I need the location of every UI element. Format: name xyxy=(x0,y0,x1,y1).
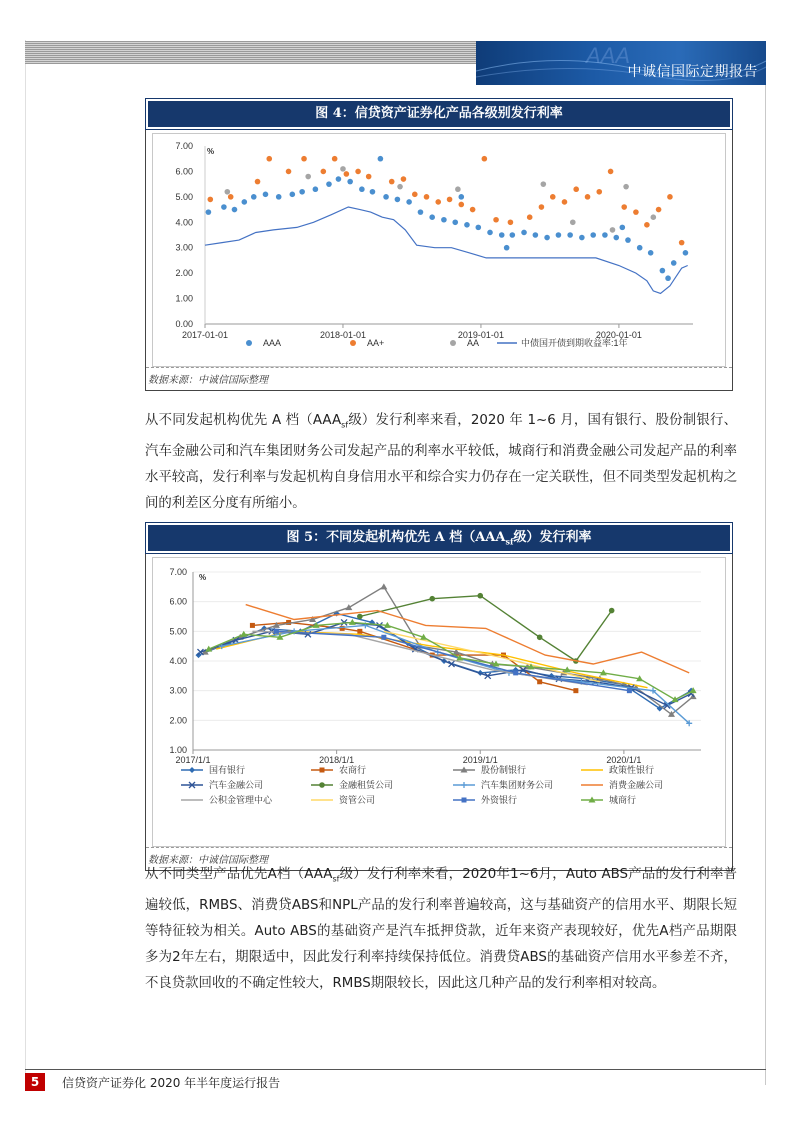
aaa-point xyxy=(567,232,573,238)
aaplus-point xyxy=(608,169,614,175)
page-number: 5 xyxy=(25,1073,45,1091)
x-tick-label: 2019-01-01 xyxy=(457,330,504,340)
figure-5-source: 数据来源：中诚信国际整理 xyxy=(146,847,732,870)
legend-label: AA xyxy=(467,338,480,348)
series-point-2 xyxy=(250,623,255,628)
aaa-point xyxy=(406,199,412,205)
y-tick-label: 0.00 xyxy=(175,319,193,329)
aaa-point xyxy=(263,192,269,198)
aaplus-point xyxy=(344,171,350,177)
aaa-point xyxy=(510,232,516,238)
aaplus-point xyxy=(633,209,639,215)
aaplus-point xyxy=(667,194,673,200)
aaplus-point xyxy=(266,156,272,162)
aaa-point xyxy=(452,219,458,225)
y-tick-label: 6.00 xyxy=(169,596,187,607)
aaa-point xyxy=(544,235,550,241)
aa-point xyxy=(570,219,576,225)
aa-point xyxy=(340,166,346,172)
aaa-point xyxy=(671,260,677,266)
figure-4-source: 数据来源：中诚信国际整理 xyxy=(146,367,732,390)
aaa-point xyxy=(499,232,505,238)
series-point-2 xyxy=(573,688,578,693)
legend-label: 汽车金融公司 xyxy=(209,780,264,790)
aaa-point xyxy=(221,204,227,210)
legend-marker xyxy=(450,340,456,346)
aaa-point xyxy=(251,194,257,200)
aaplus-point xyxy=(207,197,213,203)
aaa-point xyxy=(347,179,353,185)
aaplus-point xyxy=(424,194,430,200)
y-tick-label: 2.00 xyxy=(169,715,187,726)
aaa-point xyxy=(383,194,389,200)
aaa-point xyxy=(336,176,342,182)
series-point-11 xyxy=(381,635,386,640)
aaa-point xyxy=(206,209,212,215)
aaa-point xyxy=(625,237,631,243)
aaplus-point xyxy=(482,156,488,162)
figure-5-title: 图 5：不同发起机构优先 A 档（$AAA_{sf}$级）发行利率 xyxy=(146,523,732,553)
aaplus-point xyxy=(573,186,579,192)
aaa-point xyxy=(429,214,435,220)
paragraph-1: 从不同发起机构优先 A 档（$AAA_{sf}$级）发行利率来看，2020 年 1~6 月，国有银行、股份制银行、汽车金融公司和汽车集团财务公司发起产品的利率水平较低，城商行和消费金融公司发起产品的利率水平较高，发行利率与发起机构自身信用水平和综合实力仍存在一定关联性，但不同类型发起机构之间的利差区分度有所缩小。 xyxy=(145,413,737,511)
aaa-point xyxy=(276,194,282,200)
figure-4-title: 图 4：信贷资产证券化产品各级别发行利率 xyxy=(146,99,732,129)
y-tick-label: 7.00 xyxy=(175,141,193,151)
aaa-point xyxy=(418,209,424,215)
header-banner xyxy=(476,41,766,85)
x-tick-label: 2019/1/1 xyxy=(462,755,498,765)
aaa-point xyxy=(378,156,384,162)
aa-point xyxy=(541,181,547,187)
series-line-3 xyxy=(205,587,693,715)
aaplus-point xyxy=(332,156,338,162)
footer-report-title: 信贷资产证券化 2020 年半年度运行报告 xyxy=(62,1076,281,1090)
series-line-10 xyxy=(384,631,600,682)
aaa-point xyxy=(660,268,666,274)
aaa-point xyxy=(458,194,464,200)
figure-4-svg xyxy=(153,134,725,366)
legend-label: 汽车集团财务公司 xyxy=(481,780,554,790)
aaa-point xyxy=(395,197,401,203)
legend-label: 资管公司 xyxy=(339,795,376,805)
y-tick-label: 6.00 xyxy=(175,166,193,177)
legend-marker xyxy=(189,767,195,773)
y-tick-label: 1.00 xyxy=(175,293,193,304)
aaa-point xyxy=(487,230,493,236)
aaplus-point xyxy=(447,197,453,203)
y-tick-label: 7.00 xyxy=(169,567,187,577)
aaa-point xyxy=(613,235,619,241)
legend-marker xyxy=(350,340,356,346)
legend-label: AAA xyxy=(263,338,282,348)
aaa-point xyxy=(299,189,305,195)
series-point-11 xyxy=(274,629,279,634)
legend-label: 城商行 xyxy=(609,795,637,805)
aaplus-point xyxy=(228,194,234,200)
aaplus-point xyxy=(412,192,418,198)
x-tick-label: 2018/1/1 xyxy=(319,755,355,765)
aaplus-point xyxy=(458,202,464,208)
x-tick-label: 2017-01-01 xyxy=(181,330,229,340)
x-tick-label: 2018-01-01 xyxy=(319,330,366,340)
aaplus-point xyxy=(539,204,545,210)
aaa-point xyxy=(313,186,319,192)
aa-point xyxy=(610,227,616,233)
aaa-point xyxy=(504,245,510,251)
x-tick-label: 2020-01-01 xyxy=(595,330,642,340)
aaa-point xyxy=(441,217,447,223)
aaa-point xyxy=(620,225,626,231)
legend-label: 政策性银行 xyxy=(609,765,655,775)
figure-4 xyxy=(145,98,733,391)
legend-label: 股份制银行 xyxy=(481,765,527,775)
series-point-11 xyxy=(627,688,632,693)
aaplus-point xyxy=(301,156,307,162)
aaa-point xyxy=(556,232,562,238)
aaa-point xyxy=(590,232,596,238)
y-tick-label: 5.00 xyxy=(175,191,193,202)
aaplus-point xyxy=(389,179,395,185)
aaa-point xyxy=(232,207,238,213)
y-tick-label: 3.00 xyxy=(175,242,193,253)
unit-label: % xyxy=(199,573,207,582)
y-tick-label: 1.00 xyxy=(169,745,187,755)
x-tick-label: 2017/1/1 xyxy=(175,755,211,765)
series-point-11 xyxy=(513,670,518,675)
unit-label: % xyxy=(207,147,215,156)
y-tick-label: 5.00 xyxy=(169,626,187,637)
y-tick-label: 4.00 xyxy=(169,656,187,666)
aaplus-point xyxy=(355,169,361,175)
aaplus-point xyxy=(366,174,372,180)
series-line-8 xyxy=(246,605,690,673)
aaplus-point xyxy=(562,199,568,205)
aa-point xyxy=(651,214,657,220)
y-tick-label: 2.00 xyxy=(175,268,193,279)
legend-marker xyxy=(246,340,252,346)
aaa-point xyxy=(326,181,332,187)
figure-5-svg xyxy=(153,558,725,846)
aaplus-point xyxy=(550,194,556,200)
aaa-point xyxy=(290,192,296,198)
y-tick-label: 3.00 xyxy=(169,685,187,696)
aaplus-point xyxy=(435,199,441,205)
aaplus-point xyxy=(508,219,514,225)
aaplus-point xyxy=(321,169,327,175)
x-tick-label: 2020/1/1 xyxy=(606,755,642,765)
paragraph-2: 从不同类型产品优先A档（$AAA_{sf}$级）发行利率来看，2020年1~6月，Auto ABS产品的发行利率普遍较低，RMBS、消费贷ABS和NPL产品的发行利率普遍较高，这与基础资产的信用水平、期限长短等特征较为相关。Auto ABS的基础资产是汽车抵押贷款，近年来资产表现较好，优先A档产品期限多为2年左右，期限适中，因此发行利率持续保持低位。消费贷ABS的基础资产信用水平参差不齐，不良贷款回收的不确定性较大，RMBS期限较长，因此这几种产品的发行利率相对较高。 xyxy=(145,867,738,991)
aaa-point xyxy=(579,235,585,241)
legend-label: 金融租赁公司 xyxy=(339,780,394,790)
aaa-point xyxy=(359,186,365,192)
y-tick-label: 4.00 xyxy=(175,217,193,228)
aaplus-point xyxy=(621,204,627,210)
legend-label: 外资银行 xyxy=(481,795,518,805)
series-point-3 xyxy=(345,604,352,610)
aa-point xyxy=(225,189,231,195)
aaplus-point xyxy=(527,214,533,220)
aa-point xyxy=(305,174,311,180)
aaplus-point xyxy=(493,217,499,223)
series-point-6 xyxy=(609,608,615,614)
figure-5-chart xyxy=(152,557,726,847)
footer-divider xyxy=(25,1069,766,1070)
aaplus-point xyxy=(644,222,650,228)
banner-watermark-text: AAA xyxy=(586,43,631,68)
header-stripe xyxy=(25,41,478,64)
page-frame-right xyxy=(765,85,766,1085)
legend-label: 消费金融公司 xyxy=(609,780,664,790)
aaa-point xyxy=(637,245,643,251)
series-point-6 xyxy=(429,596,435,602)
aa-point xyxy=(397,184,403,190)
aaplus-point xyxy=(470,207,476,213)
aaa-point xyxy=(370,189,376,195)
aaplus-point xyxy=(679,240,685,246)
aa-point xyxy=(455,186,461,192)
series-point-2 xyxy=(357,629,362,634)
legend-marker xyxy=(462,798,467,803)
aaplus-point xyxy=(255,179,261,185)
legend-label: 中债国开债到期收益率:1年 xyxy=(521,338,628,348)
legend-label: 公积金管理中心 xyxy=(209,795,273,805)
aaa-point xyxy=(521,230,527,236)
aaplus-point xyxy=(401,176,407,182)
series-point-6 xyxy=(477,593,483,599)
legend-marker xyxy=(461,782,467,788)
legend-marker xyxy=(319,782,325,788)
series-point-6 xyxy=(537,634,543,640)
report-series-title: 中诚信国际定期报告 xyxy=(627,64,758,80)
legend-label: 农商行 xyxy=(339,765,367,775)
legend-marker xyxy=(320,768,325,773)
aaa-point xyxy=(242,199,248,205)
series-point-3 xyxy=(380,583,387,589)
aaa-point xyxy=(475,225,481,231)
aaplus-point xyxy=(596,189,602,195)
aaa-point xyxy=(648,250,654,256)
aaa-point xyxy=(602,232,608,238)
aaa-point xyxy=(683,250,689,256)
legend-label: AA+ xyxy=(367,338,385,348)
aaplus-point xyxy=(286,169,292,175)
aa-point xyxy=(623,184,629,190)
aaa-point xyxy=(533,232,539,238)
legend-label: 国有银行 xyxy=(209,765,246,775)
series-point-6 xyxy=(357,614,363,620)
series-line-7 xyxy=(222,625,690,723)
page-frame-left xyxy=(25,40,26,1090)
figure-4-chart xyxy=(152,133,726,367)
figure-5 xyxy=(145,522,733,871)
aaa-point xyxy=(464,222,470,228)
aaa-point xyxy=(665,275,671,281)
aaplus-point xyxy=(656,207,662,213)
aaplus-point xyxy=(585,194,591,200)
series-point-2 xyxy=(537,679,542,684)
